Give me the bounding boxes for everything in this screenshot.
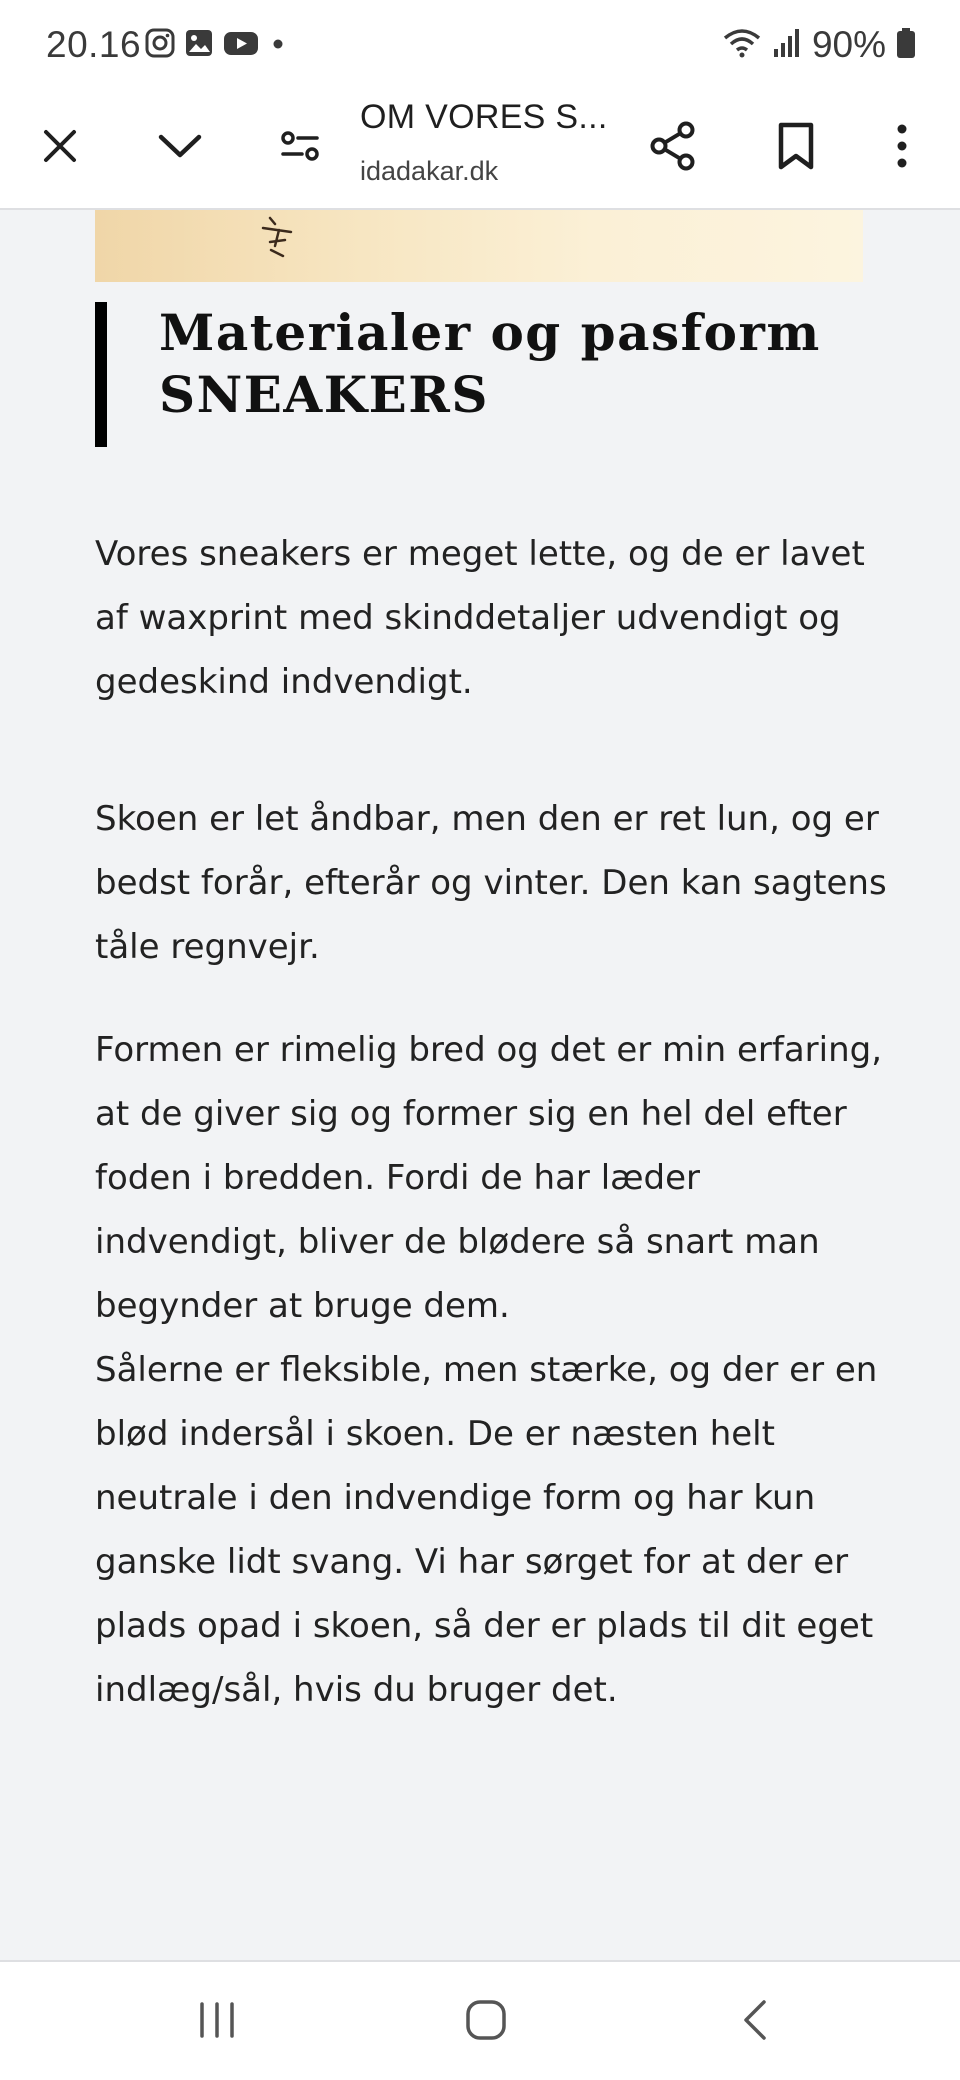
image-sketch-mark xyxy=(95,210,863,282)
youtube-icon xyxy=(223,28,259,58)
product-image xyxy=(95,210,863,282)
site-settings-button[interactable] xyxy=(260,108,340,188)
heading-line-1: Materialer og pasform xyxy=(159,303,821,362)
system-navigation-bar xyxy=(0,1960,960,2080)
close-icon xyxy=(40,126,80,171)
more-options-button[interactable] xyxy=(862,108,942,188)
share-icon xyxy=(648,120,698,177)
page-title[interactable]: OM VORES S... xyxy=(360,98,608,136)
share-button[interactable] xyxy=(633,108,713,188)
status-right xyxy=(722,24,916,66)
page-domain[interactable]: idadakar.dk xyxy=(360,156,499,186)
heading-accent-bar xyxy=(95,302,107,447)
status-bar xyxy=(0,0,960,88)
paragraph-soles: Sålerne er fleksible, men stærke, og der er en blød indersål i skoen. De er næsten helt neutrale i den indvendige form og har kun ganske lidt svang. Vi har sørget for at der er plads opad i skoen, så der er plads til dit eget indlæg/sål, hvis du bruger det. xyxy=(95,1350,878,1710)
status-time: 20.16 xyxy=(46,24,142,65)
wifi-icon xyxy=(722,27,762,64)
more-icon xyxy=(896,123,908,174)
home-button[interactable] xyxy=(441,1984,531,2060)
section-heading xyxy=(159,302,821,426)
section-heading-block xyxy=(95,302,895,447)
recent-apps-icon xyxy=(195,2000,239,2045)
recent-apps-button[interactable] xyxy=(172,1984,262,2060)
battery-icon xyxy=(896,27,916,64)
bookmark-button[interactable] xyxy=(756,108,836,188)
battery-percentage: 90% xyxy=(811,24,886,65)
paragraph-breathability: Skoen er let åndbar, men den er ret lun, og er bedst forår, efterår og vinter. Den kan sagtens tåle regnvejr. xyxy=(95,799,887,967)
bookmark-icon xyxy=(776,121,816,176)
dot-icon xyxy=(268,28,288,58)
paragraph-materials: Vores sneakers er meget lette, og de er lavet af waxprint med skinddetaljer udvendigt og gedeskind indvendigt. xyxy=(95,534,865,702)
back-icon xyxy=(740,1998,770,2047)
signal-icon xyxy=(772,27,802,64)
notification-icons xyxy=(145,28,288,58)
home-icon xyxy=(464,1998,508,2047)
site-settings-icon xyxy=(279,129,321,168)
chevron-down-icon xyxy=(157,131,203,166)
back-button[interactable] xyxy=(710,1984,800,2060)
paragraph-fit: Formen er rimelig bred og det er min erfaring, at de giver sig og former sig en hel del efter foden i bredden. Fordi de har læder indvendigt, bliver de blødere så snart man begynder at bruge dem. xyxy=(95,1030,883,1326)
minimize-button[interactable] xyxy=(140,108,220,188)
instagram-icon xyxy=(145,28,175,58)
gallery-icon xyxy=(184,28,214,58)
close-button[interactable] xyxy=(20,108,100,188)
custom-tab-toolbar xyxy=(0,88,960,210)
heading-line-2: SNEAKERS xyxy=(159,365,489,424)
